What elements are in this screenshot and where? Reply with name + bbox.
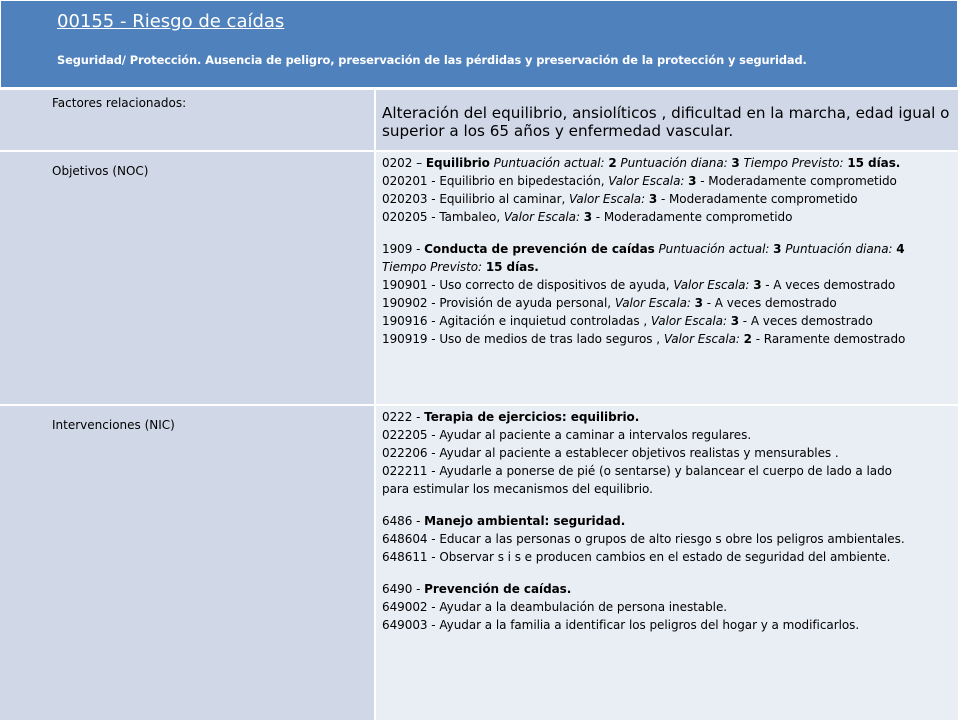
nic-name: Manejo ambiental: seguridad.	[424, 514, 626, 528]
noc-current-label: Puntuación actual:	[489, 156, 609, 170]
indicator-scale-value: 3	[688, 174, 697, 188]
indicator-text: 020205 - Tambaleo,	[382, 210, 504, 224]
factors-content-cell	[376, 90, 958, 150]
nic-activity: 649002 - Ayudar a la deambulación de persona inestable.	[382, 600, 728, 614]
indicator-scale-label: Valor Escala:	[569, 192, 649, 206]
indicator-scale-value: 3	[730, 314, 740, 328]
noc-indicator	[382, 294, 954, 312]
noc-target-value: 3	[731, 156, 740, 170]
nic-code: 0222 -	[382, 410, 425, 424]
nic-code: 6486 -	[382, 514, 425, 528]
indicator-scale-desc: - A veces demostrado	[761, 278, 896, 292]
nic-name: Terapia de ejercicios: equilibrio.	[424, 410, 640, 424]
indicator-scale-label: Valor Escala:	[663, 332, 744, 346]
nic-activity: 648611 - Observar s i s e producen cambios en el estado de seguridad del ambiente.	[382, 550, 891, 564]
noc-target-label: Puntuación diana:	[781, 242, 897, 256]
indicator-scale-label: Valor Escala:	[650, 314, 731, 328]
factors-row	[0, 88, 958, 150]
indicator-text: 020203 - Equilibrio al caminar,	[382, 192, 570, 206]
nic-code: 6490 -	[382, 582, 425, 596]
indicator-scale-desc: - A veces demostrado	[702, 296, 837, 310]
noc-time-value: 15 días.	[485, 260, 539, 274]
indicator-text: 190902 - Provisión de ayuda personal,	[382, 296, 615, 310]
header-banner	[0, 0, 958, 88]
noc-current-label: Puntuación actual:	[654, 242, 774, 256]
indicator-scale-value: 3	[648, 192, 658, 206]
noc-current-value: 3	[773, 242, 782, 256]
noc-indicator	[382, 330, 954, 348]
indicator-scale-desc: - Moderadamente comprometido	[592, 210, 793, 224]
nic-content-cell	[376, 406, 958, 720]
noc-indicator	[382, 208, 954, 226]
nic-activity: 648604 - Educar a las personas o grupos de alto riesgo s obre los peligros ambientales.	[382, 532, 905, 546]
noc-label: Objetivos (NOC)	[52, 164, 149, 178]
page-subtitle: Seguridad/ Protección. Ausencia de peligro, preservación de las pérdidas y preservación de la protección y seguridad.	[57, 53, 807, 67]
indicator-scale-desc: - Raramente demostrado	[751, 332, 906, 346]
nic-label-cell	[0, 406, 376, 720]
nic-activity: 022205 - Ayudar al paciente a caminar a intervalos regulares.	[382, 428, 752, 442]
noc-row	[0, 150, 958, 404]
nic-row	[0, 404, 958, 720]
indicator-scale-label: Valor Escala:	[608, 174, 689, 188]
indicator-scale-label: Valor Escala:	[614, 296, 695, 310]
indicator-text: 190901 - Uso correcto de dispositivos de ayuda,	[382, 278, 674, 292]
indicator-scale-value: 3	[583, 210, 593, 224]
noc-name: Equilibrio	[425, 156, 490, 170]
noc-current-value: 2	[608, 156, 617, 170]
factors-label-cell	[0, 90, 376, 150]
noc-code: 1909 -	[382, 242, 425, 256]
indicator-text: 020201 - Equilibrio en bipedestación,	[382, 174, 609, 188]
indicator-scale-label: Valor Escala:	[673, 278, 754, 292]
nic-intervention-header	[382, 580, 954, 598]
noc-time-value: 15 días.	[847, 156, 901, 170]
nic-lines	[382, 408, 954, 634]
noc-outcome-header	[382, 240, 954, 258]
nic-activity: para estimular los mecanismos del equilibrio.	[382, 482, 653, 496]
noc-time-label: Tiempo Previsto:	[382, 260, 486, 274]
indicator-text: 190919 - Uso de medios de tras lado seguros ,	[382, 332, 664, 346]
noc-name: Conducta de prevención de caídas	[424, 242, 655, 256]
noc-lines	[382, 154, 954, 348]
noc-label-cell	[0, 152, 376, 404]
noc-time-label: Tiempo Previsto:	[739, 156, 848, 170]
noc-content-cell	[376, 152, 958, 404]
indicator-scale-desc: - Moderadamente comprometido	[696, 174, 897, 188]
indicator-scale-value: 2	[743, 332, 752, 346]
nic-activity: 022211 - Ayudarle a ponerse de pié (o sentarse) y balancear el cuerpo de lado a lado	[382, 464, 892, 478]
factors-label: Factores relacionados:	[52, 96, 187, 110]
indicator-text: 190916 - Agitación e inquietud controladas ,	[382, 314, 651, 328]
nic-name: Prevención de caídas.	[424, 582, 572, 596]
noc-target-value: 4	[896, 242, 905, 256]
indicator-scale-value: 3	[694, 296, 703, 310]
nic-intervention-header	[382, 512, 954, 530]
factors-text: Alteración del equilibrio, ansiolíticos , dificultad en la marcha, edad igual o superior a los 65 años y enfermedad vascular.	[382, 104, 950, 140]
noc-outcome-time	[382, 258, 954, 276]
indicator-scale-desc: - A veces demostrado	[739, 314, 873, 328]
noc-target-label: Puntuación diana:	[616, 156, 732, 170]
nic-intervention-header	[382, 408, 954, 426]
noc-indicator	[382, 312, 954, 330]
noc-indicator	[382, 190, 954, 208]
noc-indicator	[382, 172, 954, 190]
nic-label: Intervenciones (NIC)	[52, 418, 175, 432]
noc-outcome-header	[382, 154, 954, 172]
noc-indicator	[382, 276, 954, 294]
indicator-scale-label: Valor Escala:	[503, 210, 584, 224]
nic-activity: 649003 - Ayudar a la familia a identificar los peligros del hogar y a modificarlos.	[382, 618, 860, 632]
noc-code: 0202 –	[382, 156, 426, 170]
indicator-scale-value: 3	[753, 278, 762, 292]
page-title: 00155 - Riesgo de caídas	[57, 11, 285, 32]
nic-activity: 022206 - Ayudar al paciente a establecer objetivos realistas y mensurables .	[382, 446, 839, 460]
indicator-scale-desc: - Moderadamente comprometido	[657, 192, 858, 206]
